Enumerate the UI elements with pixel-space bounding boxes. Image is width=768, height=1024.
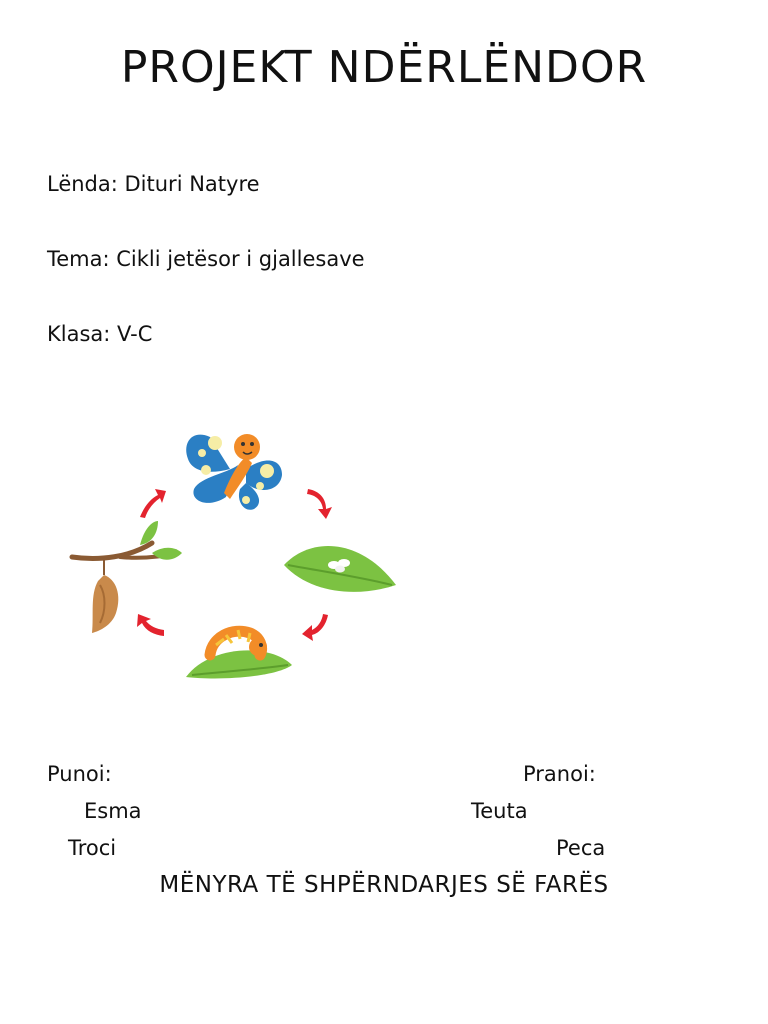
worked-by-first-name: Esma	[84, 799, 142, 823]
topic-line: Tema: Cikli jetësor i gjallesave	[47, 247, 365, 271]
subject-line: Lënda: Dituri Natyre	[47, 172, 260, 196]
accepted-by-label: Pranoi:	[523, 762, 596, 786]
worked-by-last-name: Troci	[68, 836, 117, 860]
chrysalis-icon	[72, 521, 182, 633]
page-title: PROJEKT NDËRLËNDOR	[120, 42, 648, 93]
section-subtitle: MËNYRA TË SHPËRNDARJES SË FARËS	[159, 872, 609, 898]
butterfly-icon	[186, 434, 282, 510]
leaf-with-eggs-icon	[284, 546, 396, 592]
butterfly-life-cycle-illustration	[60, 425, 410, 685]
caterpillar-icon	[186, 630, 292, 679]
accepted-by-last-name: Peca	[556, 836, 606, 860]
class-line: Klasa: V-C	[47, 322, 153, 346]
accepted-by-first-name: Teuta	[471, 799, 528, 823]
worked-by-label: Punoi:	[47, 762, 112, 786]
